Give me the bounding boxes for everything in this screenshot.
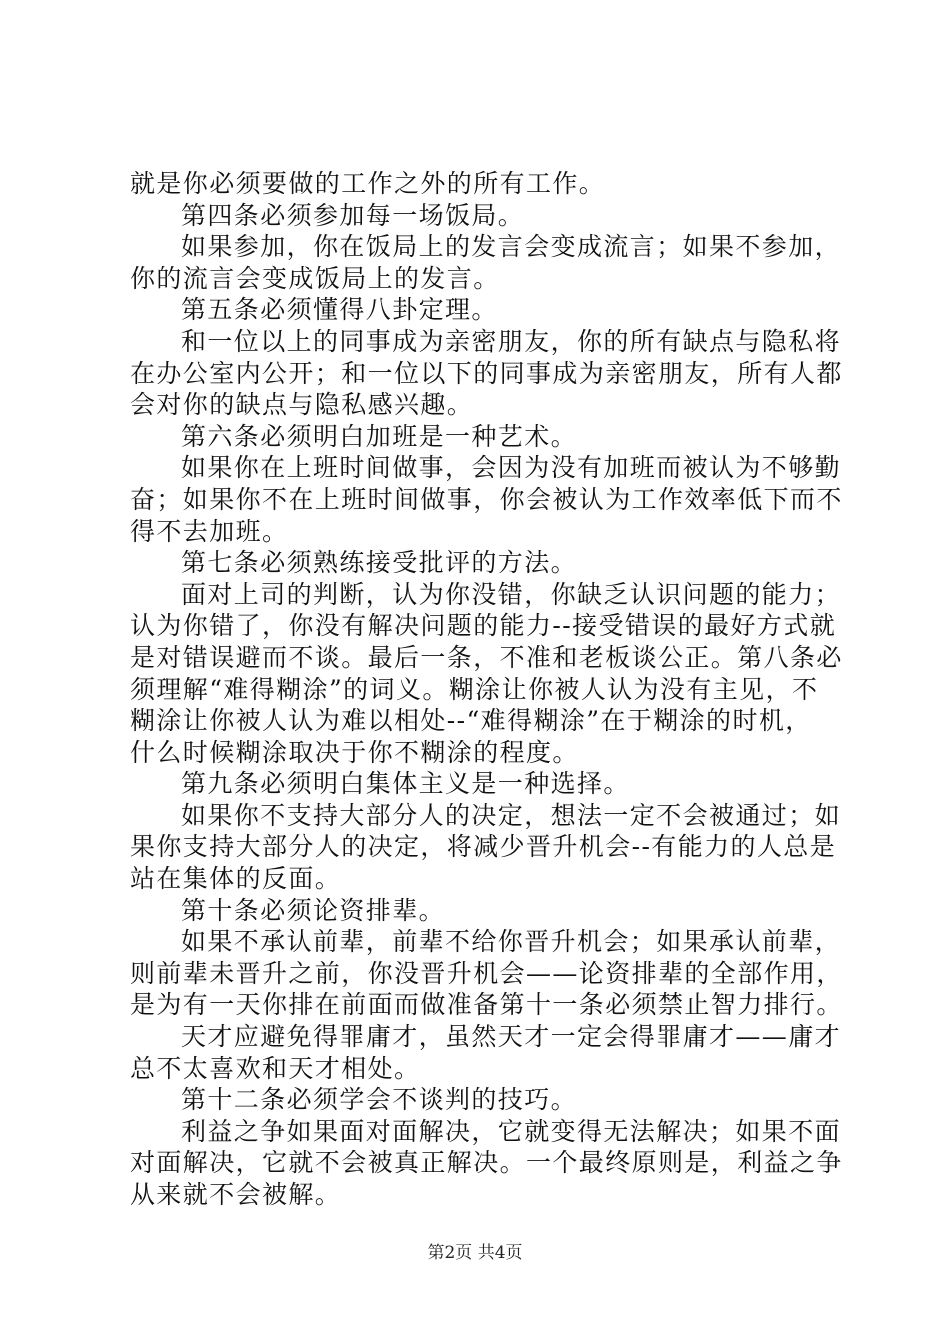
text-line: 第九条必须明白集体主义是一种选择。 bbox=[181, 769, 630, 799]
text-line: 站在集体的反面。 bbox=[130, 864, 342, 894]
text-line: 认为你错了，你没有解决问题的能力--接受错误的最好方式就 bbox=[130, 611, 837, 641]
text-line: 就是你必须要做的工作之外的所有工作。 bbox=[130, 169, 606, 198]
text-line: 糊涂让你被人认为难以相处--“难得糊涂”在于糊涂的时机， bbox=[130, 706, 812, 736]
text-line: 第十二条必须学会不谈判的技巧。 bbox=[181, 1085, 578, 1115]
text-line: 是为有一天你排在前面而做准备第十一条必须禁止智力排行。 bbox=[130, 990, 843, 1020]
text-line: 会对你的缺点与隐私感兴趣。 bbox=[130, 390, 474, 420]
text-line: 你的流言会变成饭局上的发言。 bbox=[130, 263, 500, 293]
text-line: 是对错误避而不谈。最后一条，不准和老板谈公正。第八条必 bbox=[130, 642, 843, 672]
text-line: 从来就不会被解。 bbox=[130, 1180, 342, 1209]
text-line: 则前辈未晋升之前，你没晋升机会——论资排辈的全部作用， bbox=[130, 958, 843, 988]
text-line: 在办公室内公开；和一位以下的同事成为亲密朋友，所有人都 bbox=[130, 358, 843, 388]
text-line: 如果你不支持大部分人的决定，想法一定不会被通过；如 bbox=[181, 800, 842, 830]
text-line: 如果你在上班时间做事，会因为没有加班而被认为不够勤 bbox=[181, 453, 842, 483]
text-line: 奋；如果你不在上班时间做事，你会被认为工作效率低下而不 bbox=[130, 484, 843, 514]
text-line: 对面解决，它就不会被真正解决。一个最终原则是，利益之争 bbox=[130, 1148, 843, 1178]
page-number-footer: 第2页 共4页 bbox=[427, 1243, 523, 1263]
text-line: 得不去加班。 bbox=[130, 516, 289, 546]
text-line: 第四条必须参加每一场饭局。 bbox=[181, 200, 525, 230]
text-line: 天才应避免得罪庸才，虽然天才一定会得罪庸才——庸才 bbox=[181, 1022, 842, 1052]
text-line: 果你支持大部分人的决定，将减少晋升机会--有能力的人总是 bbox=[130, 832, 837, 862]
text-line: 总不太喜欢和天才相处。 bbox=[130, 1053, 421, 1083]
text-line: 第七条必须熟练接受批评的方法。 bbox=[181, 548, 578, 578]
text-line: 什么时候糊涂取决于你不糊涂的程度。 bbox=[130, 737, 579, 767]
text-line: 如果参加，你在饭局上的发言会变成流言；如果不参加， bbox=[181, 232, 842, 262]
text-line: 第十条必须论资排辈。 bbox=[181, 895, 446, 925]
document-body bbox=[130, 168, 843, 1211]
text-line: 面对上司的判断，认为你没错，你缺乏认识问题的能力； bbox=[181, 579, 842, 609]
text-line: 和一位以上的同事成为亲密朋友，你的所有缺点与隐私将 bbox=[181, 326, 842, 356]
text-line: 第六条必须明白加班是一种艺术。 bbox=[181, 421, 578, 451]
text-line: 如果不承认前辈，前辈不给你晋升机会；如果承认前辈， bbox=[181, 927, 842, 957]
text-line: 第五条必须懂得八卦定理。 bbox=[181, 295, 498, 325]
text-line: 须理解“难得糊涂”的词义。糊涂让你被人认为没有主见，不 bbox=[130, 674, 819, 704]
text-line: 利益之争如果面对面解决，它就变得无法解决；如果不面 bbox=[181, 1116, 842, 1146]
